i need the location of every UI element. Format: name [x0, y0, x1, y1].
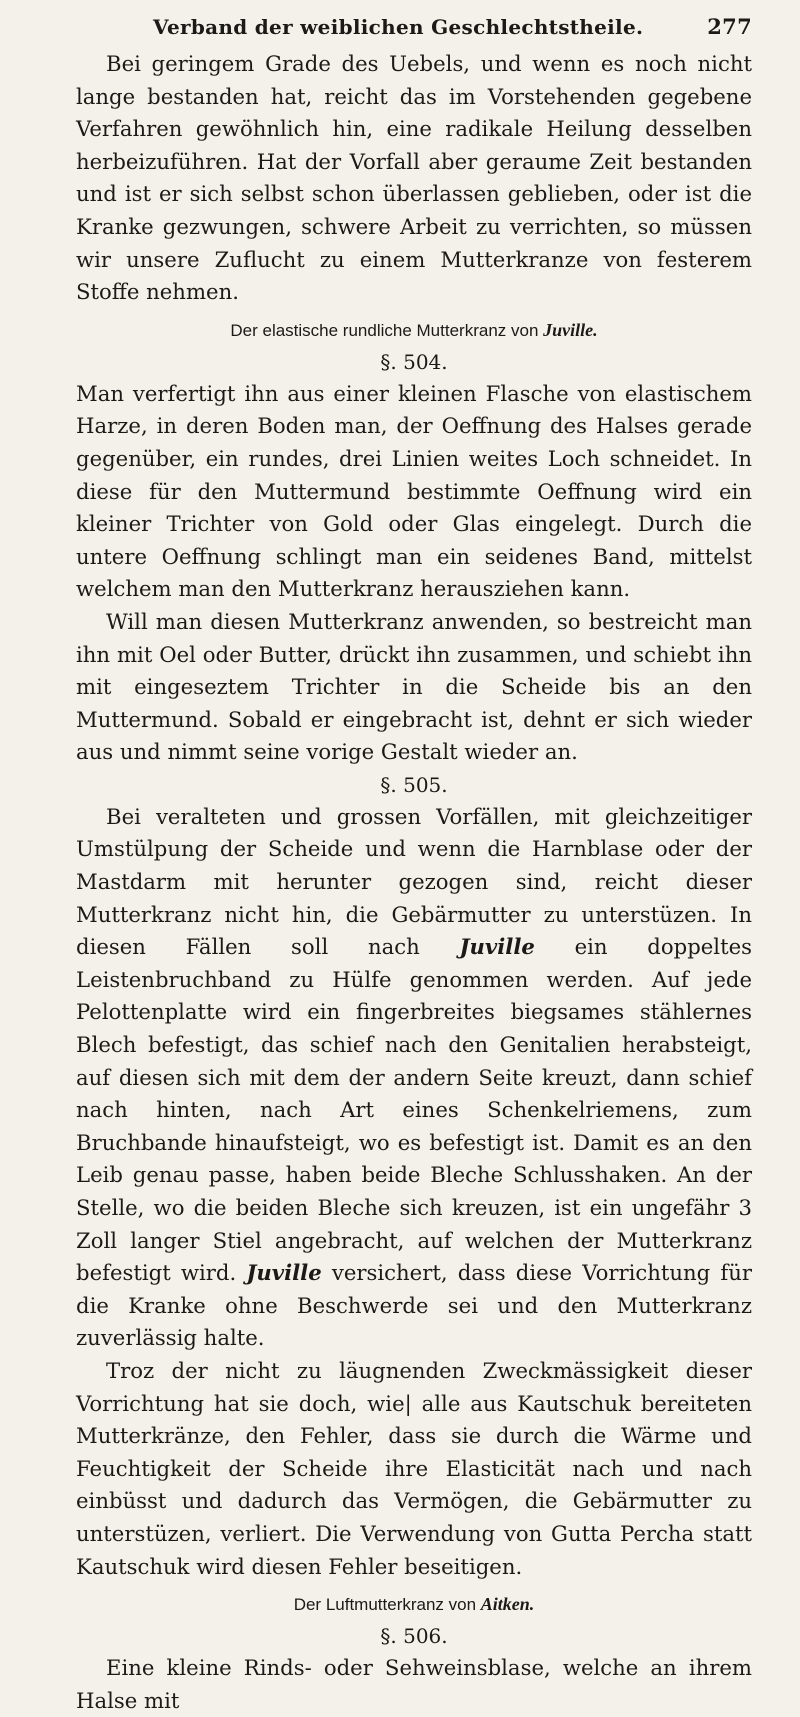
- author-name: Juville: [246, 1260, 322, 1286]
- heading-author: Aitken.: [480, 1594, 535, 1615]
- running-head-title: Verband der weiblichen Geschlechtstheile.: [152, 15, 644, 39]
- text-run: versichert, dass diese Vorrichtung für die Kranke ohne Beschwerde sei und den Mutterkranz zuverlässig halte.: [76, 1260, 752, 1351]
- paragraph-number-505: §. 505.: [380, 772, 448, 797]
- heading-text: Der elastische rundliche Mutterkranz von: [230, 320, 544, 340]
- section-heading-aitken: [76, 1589, 752, 1620]
- paragraph-number-506: §. 506.: [380, 1624, 448, 1649]
- heading-text: Der Luftmutterkranz von: [293, 1595, 481, 1615]
- text-run: ein doppeltes Leistenbruchband zu Hülfe genommen werden. Auf jede Pelottenplatte wird ein fingerbreites biegsames stählernes Blech befestigt, das schief nach den Genitalien herabsteigt, auf diesen sich mit dem der andern Seite kreuzt, dann schief nach hinten, nach Art eines Schenkelriemens, zum Bruchbande hinaufsteigt, wo es befestigt ist. Damit es an den Leib genau passe, haben beide Bleche Schlusshaken. An der Stelle, wo die beiden Bleche sich kreuzen, ist ein ungefähr 3 Zoll langer Stiel angebracht, auf welchen der Mutterkranz befestigt wird.: [76, 934, 752, 1286]
- text-run: Bei veralteten und grossen Vorfällen, mit gleichzeitiger Umstülpung der Scheide und wenn die Harnblase oder der Mastdarm mit herunter gezogen sind, reicht dieser Mutterkranz nicht hin, die Gebärmutter zu unterstüzen. In diesen Fällen soll nach: [76, 803, 752, 960]
- body-paragraph: Troz der nicht zu läugnenden Zweckmässigkeit dieser Vorrichtung hat sie doch, wie| alle aus Kautschuk bereiteten Mutterkränze, den Fehler, dass sie durch die Wärme und Feuchtigkeit der Scheide ihre Elasticität nach und nach einbüsst und dadurch das Vermögen, die Gebärmutter zu unterstüzen, verliert. Die Verwendung von Gutta Percha statt Kautschuk wird diesen Fehler beseitigen.: [76, 1357, 752, 1579]
- section-heading-juville: [76, 315, 752, 346]
- page-number: 277: [707, 14, 752, 39]
- running-head: [76, 14, 752, 48]
- body-paragraph: [76, 801, 752, 1355]
- body-paragraph: Will man diesen Mutterkranz anwenden, so bestreicht man ihn mit Oel oder Butter, drückt ihn zusammen, und schiebt ihn mit eingeseztem Trichter in die Scheide bis an den Muttermund. Sobald er eingebracht ist, dehnt er sich wieder aus und nimmt seine vorige Gestalt wieder an.: [76, 608, 752, 765]
- intro-paragraph: Bei geringem Grade des Uebels, und wenn es noch nicht lange bestanden hat, reicht das im Vorstehenden gegebene Verfahren gewöhnlich hin, eine radikale Heilung desselben herbeizuführen. Hat der Vorfall aber geraume Zeit bestanden und ist er sich selbst schon überlassen geblieben, oder ist die Kranke gezwungen, schwere Arbeit zu verrichten, so müssen wir unsere Zuflucht zu einem Mutterkranze von festerem Stoffe nehmen.: [76, 51, 752, 305]
- paragraph-number-504: §. 504.: [380, 349, 448, 374]
- author-name: Juville: [459, 934, 535, 960]
- heading-author: Juville.: [543, 319, 598, 340]
- body-paragraph: Eine kleine Rinds- oder Sehweinsblase, welche an ihrem Halse mit: [76, 1655, 752, 1713]
- page-body: [76, 48, 752, 1717]
- body-paragraph: Man verfertigt ihn aus einer kleinen Flasche von elastischem Harze, in deren Boden man, der Oeffnung des Halses gerade gegenüber, ein rundes, drei Linien weites Loch schneidet. In diese für den Muttermund bestimmte Oeffnung wird ein kleiner Trichter von Gold oder Glas eingelegt. Durch die untere Oeffnung schlingt man ein seidenes Band, mittelst welchem man den Mutterkranz herausziehen kann.: [76, 380, 752, 602]
